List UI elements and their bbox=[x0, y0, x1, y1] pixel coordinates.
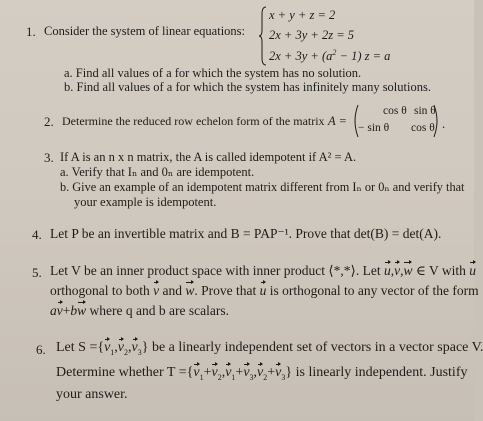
q4-number: 4. bbox=[32, 227, 42, 242]
q1-equation-system bbox=[259, 6, 419, 66]
q6-line1: Let $S =\{v_1,v_2,v_3\}$ be a linearly independent set of vectors in a vector space V. bbox=[56, 340, 483, 357]
q1-part-a: a. Find all values of a for which the system has no solution. bbox=[64, 66, 362, 80]
q3-number: 3. bbox=[44, 150, 54, 165]
vector-u-2: u bbox=[469, 263, 476, 278]
q1-equation-1: x + y + z = 2 bbox=[269, 8, 336, 22]
q3-part-b-line1: b. Give an example of an idempotent matrix different from Iₙ or 0ₙ and verify that bbox=[60, 180, 465, 194]
q3-part-a: a. Verify that Iₙ and 0ₙ are idempotent. bbox=[60, 165, 255, 179]
matrix-cell-2-2: cos θ bbox=[411, 122, 435, 134]
q5-line1: Let V be an inner product space with inner product ⟨*,*⟩. Let u,v,w ∈ V with u bbox=[50, 263, 476, 278]
q6-line3: your answer. bbox=[56, 387, 128, 402]
matrix-cell-2-1: − sin θ bbox=[358, 122, 390, 134]
q4-text: Let P be an invertible matrix and B = PAP⁻¹. Prove that det(B) = det(A). bbox=[50, 226, 442, 241]
q6-line2: Determine whether $T =\{v_1+v_2,v_1+v_3,v_2+v_3\}$ is linearly independent. Justify bbox=[56, 365, 468, 382]
q5-line2: orthogonal to both v and w. Prove that u is orthogonal to any vector of the form bbox=[50, 283, 479, 298]
left-brace-icon bbox=[259, 6, 267, 66]
q1-equation-3: $2x + 3y + (a^2 - 1) z = a$ bbox=[269, 48, 391, 64]
q1-text: Consider the system of linear equations: bbox=[44, 24, 246, 38]
q2-text: Determine the reduced row echelon form of the matrix bbox=[62, 114, 325, 128]
q3-part-b-line2: your example is idempotent. bbox=[74, 195, 217, 209]
q5-line3: av+bw where q and b are scalars. bbox=[50, 303, 229, 318]
q1-number: 1. bbox=[26, 24, 36, 39]
q2-matrix-label: A = bbox=[328, 114, 347, 128]
q3-text: If A is an n x n matrix, the A is called idempotent if A² = A. bbox=[60, 150, 357, 164]
q2-number: 2. bbox=[44, 114, 54, 129]
matrix-cell-1-1: cos θ bbox=[383, 105, 407, 117]
vector-w: w bbox=[403, 263, 413, 278]
vector-v: v bbox=[394, 263, 401, 278]
q1-equation-2: 2x + 3y + 2z = 5 bbox=[269, 28, 355, 42]
q2-period: . bbox=[442, 117, 446, 131]
q1-part-b: b. Find all values of a for which the system has infinitely many solutions. bbox=[64, 80, 431, 94]
q5-number: 5. bbox=[32, 265, 42, 280]
vector-u: u bbox=[383, 263, 391, 278]
right-paren-icon bbox=[433, 104, 441, 138]
q2-matrix bbox=[351, 104, 441, 138]
matrix-cell-1-2: sin θ bbox=[414, 105, 436, 117]
q6-number: 6. bbox=[36, 342, 46, 357]
